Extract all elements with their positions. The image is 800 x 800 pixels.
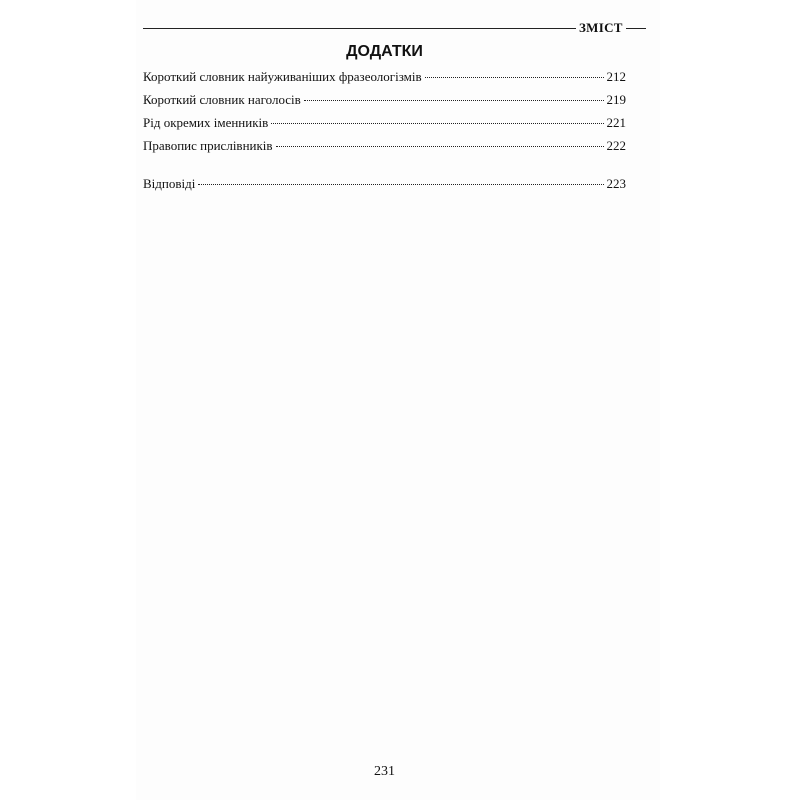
page-number: 231 [374,764,395,779]
toc-entry-page: 212 [606,69,626,84]
toc-entry-page: 222 [606,138,626,153]
toc-entry [143,68,626,91]
toc-entry-title: Відповіді [143,176,196,191]
running-header: ЗМІСТ [579,20,623,35]
section-title: ДОДАТКИ [346,43,423,60]
header-rule-tail [626,28,646,29]
toc-entry [143,114,626,137]
toc-leader-dots [271,123,603,124]
toc-leader-dots [198,184,603,185]
toc-leader-dots [425,77,604,78]
header-rule [143,28,576,29]
toc-entry-title: Короткий словник наголосів [143,92,301,107]
toc-entry [143,91,626,114]
toc-entry-title: Короткий словник найуживаніших фразеологізмів [143,69,422,84]
toc-entry-page: 219 [606,92,626,107]
toc-leader-dots [276,146,604,147]
toc-entry-page: 221 [606,115,626,130]
toc-entry-title: Правопис прислівників [143,138,273,153]
toc-entry [143,175,626,198]
toc-entry-title: Рід окремих іменників [143,115,269,130]
table-of-contents [143,68,626,198]
toc-entry-page: 223 [606,176,626,191]
toc-leader-dots [304,100,604,101]
toc-entry [143,137,626,160]
